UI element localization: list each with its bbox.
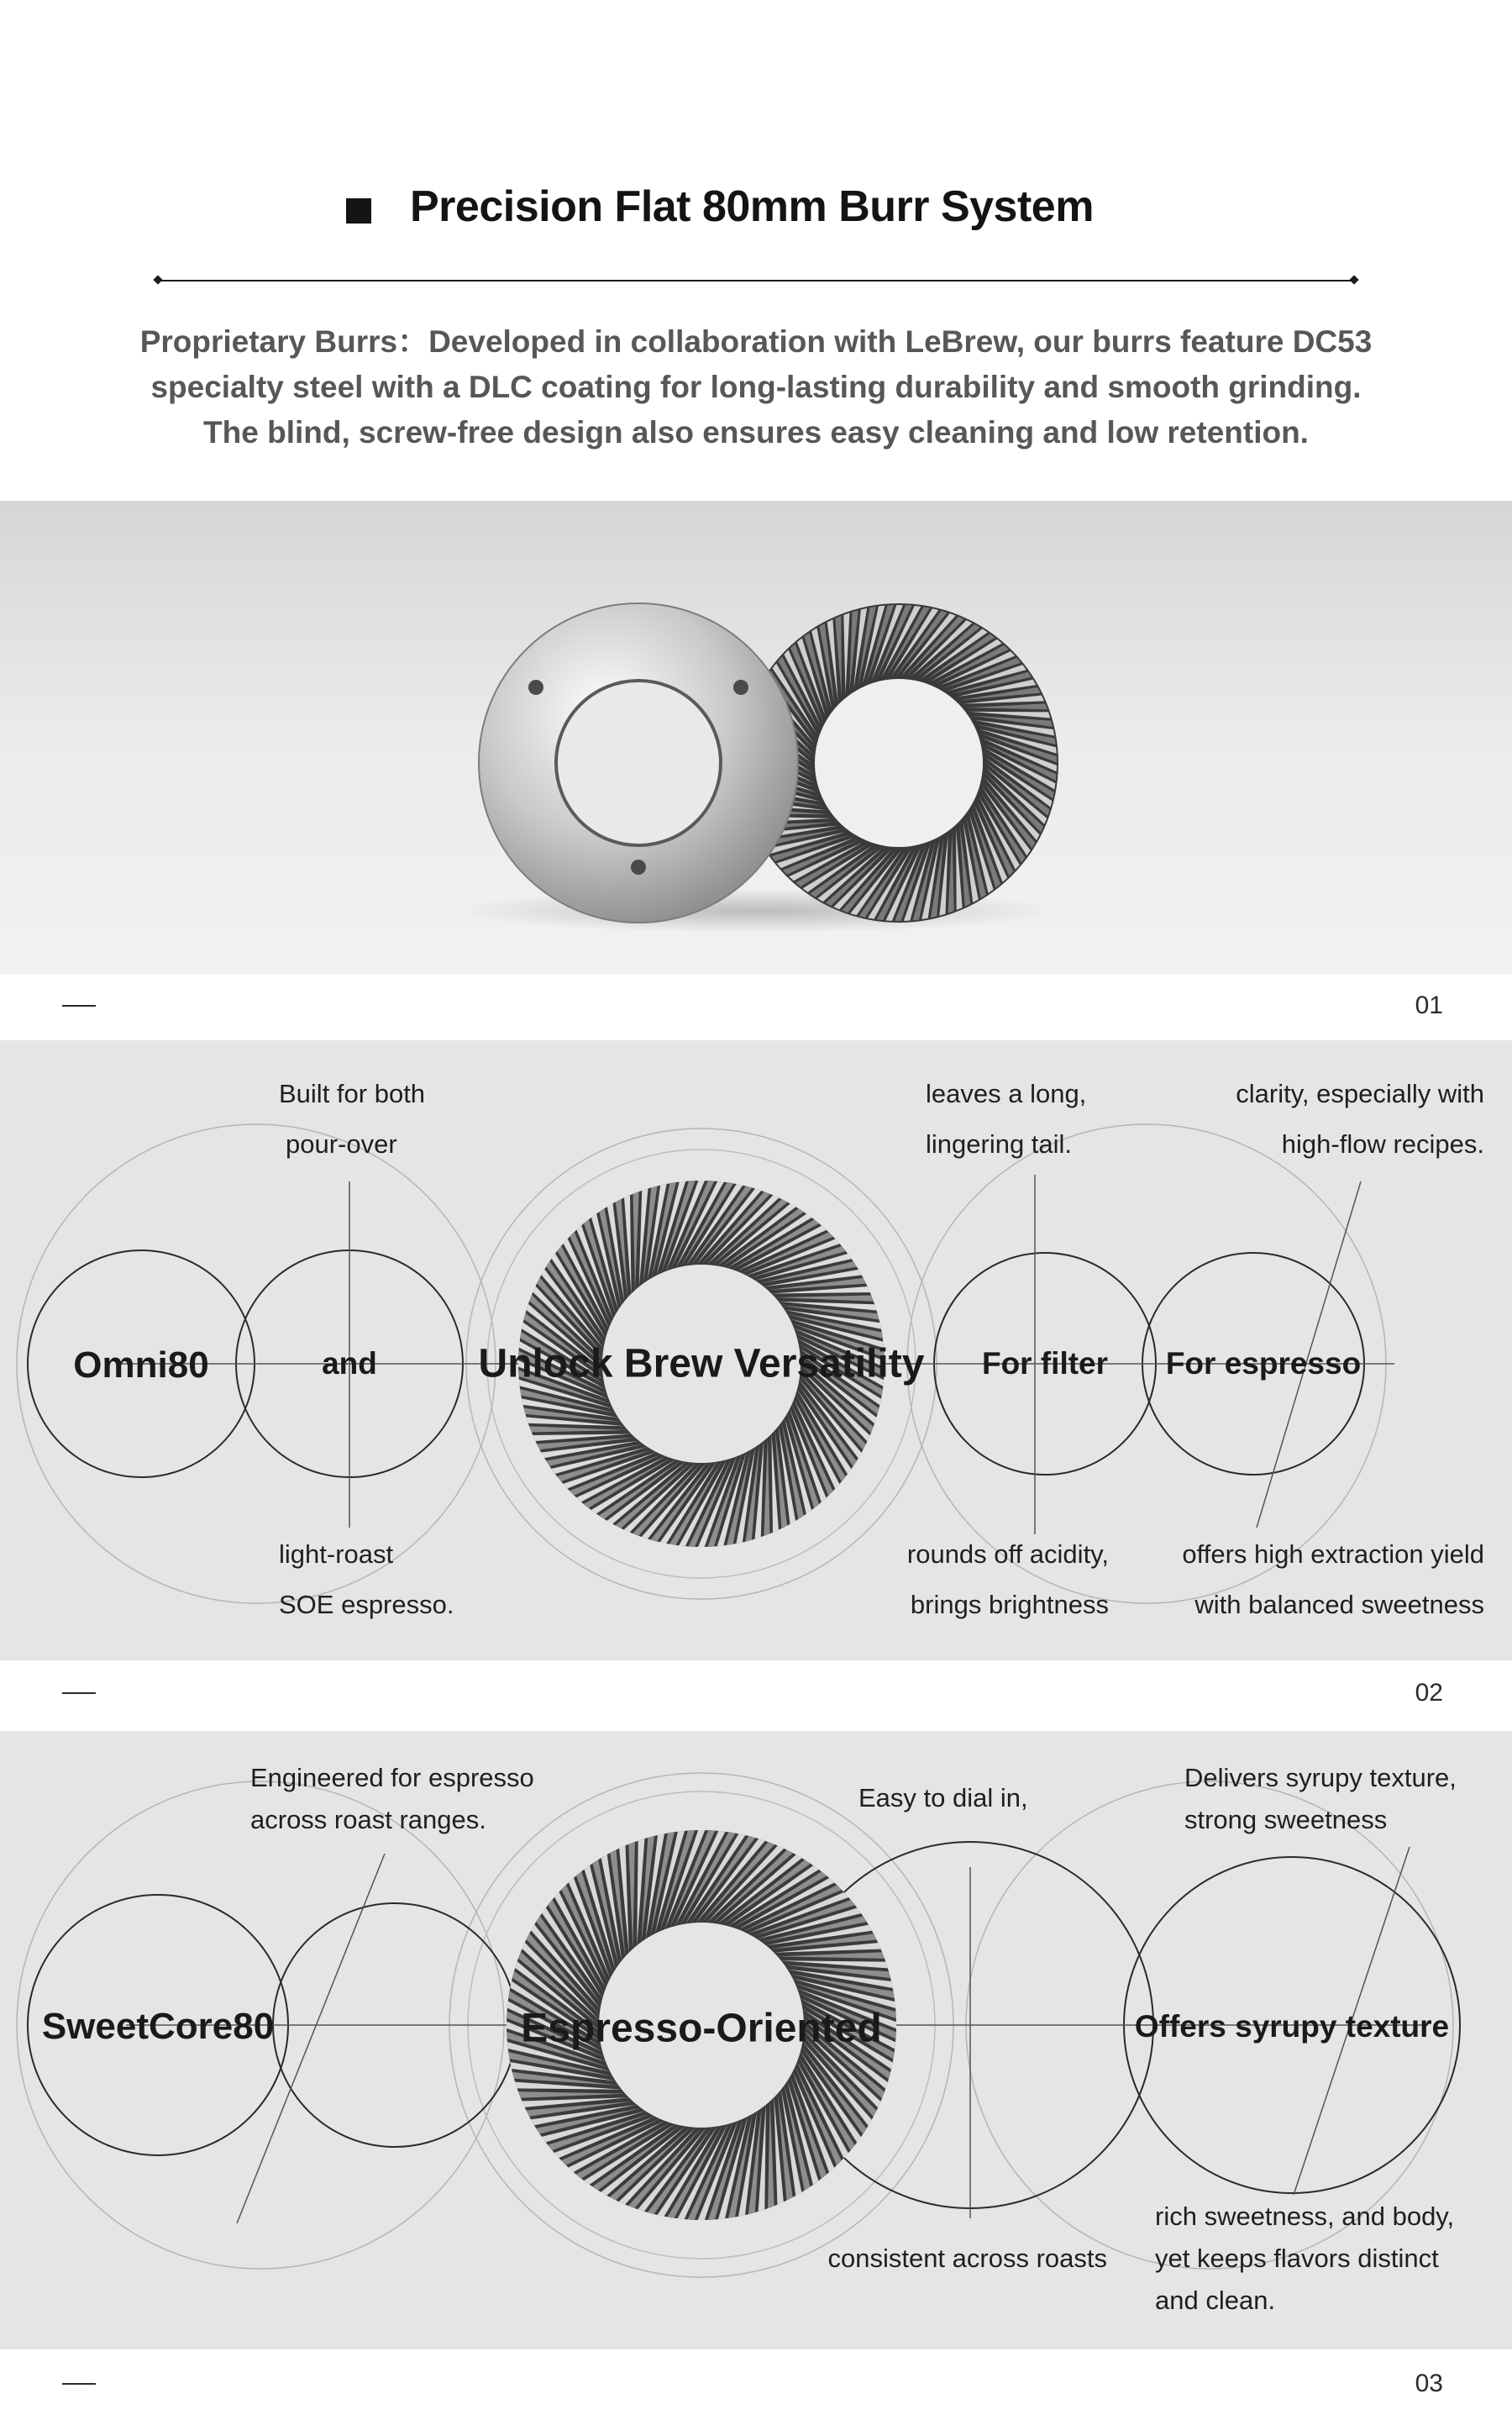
omni80-connector: and (322, 1346, 377, 1381)
syrupy-note: and clean. (1155, 2286, 1276, 2315)
filter-note: brings brightness (910, 1590, 1109, 1619)
divider-dot-left (153, 275, 162, 284)
omni80-headline: Unlock Brew Versatility (478, 1341, 925, 1386)
espresso-note: high-flow recipes. (1281, 1129, 1484, 1159)
dial-in-note: Easy to dial in, (858, 1783, 1028, 1812)
syrupy-note: Delivers syrupy texture, (1184, 1763, 1457, 1792)
omni80-note: pour-over (286, 1129, 397, 1159)
strip-dash (62, 1005, 96, 1007)
espresso-note: clarity, especially with (1236, 1079, 1484, 1108)
hero-burr-image (0, 501, 1512, 975)
section-number: 01 (1415, 992, 1443, 1019)
filter-note: lingering tail. (926, 1129, 1073, 1159)
intro-paragraph (92, 319, 1420, 455)
syrupy-texture-label: Offers syrupy texture (1134, 2009, 1450, 2044)
filter-note: rounds off acidity, (906, 1539, 1109, 1569)
section-strip-01 (0, 975, 1512, 1040)
filter-note: leaves a long, (926, 1079, 1087, 1108)
strip-dash (62, 2383, 96, 2385)
dial-in-note: consistent across roasts (827, 2244, 1107, 2273)
burr-pair-illustration (0, 501, 1512, 975)
syrupy-note: strong sweetness (1184, 1805, 1388, 1834)
flat-burr-disc (479, 603, 798, 923)
espresso-label: For espresso (1165, 1346, 1362, 1381)
title-divider (158, 280, 1354, 281)
syrupy-note: yet keeps flavors distinct (1155, 2244, 1439, 2273)
omni80-note: Built for both (279, 1079, 426, 1108)
page-title: Precision Flat 80mm Burr System (410, 182, 1094, 231)
section-strip-03 (0, 2349, 1512, 2420)
omni80-panel (0, 1040, 1512, 1660)
espresso-note: offers high extraction yield (1182, 1539, 1484, 1569)
title-square-icon (346, 198, 371, 224)
filter-label: For filter (981, 1346, 1109, 1381)
intro-line: The blind, screw-free design also ensures easy cleaning and low retention. (203, 415, 1309, 450)
espresso-note: with balanced sweetness (1194, 1590, 1484, 1619)
section-strip-02 (0, 1660, 1512, 1731)
section-number: 02 (1415, 1679, 1443, 1707)
sweetcore80-note: Engineered for espresso (250, 1763, 534, 1792)
section-number: 03 (1415, 2370, 1443, 2397)
sweetcore80-headline: Espresso-Oriented (521, 2006, 882, 2051)
sweetcore80-name: SweetCore80 (41, 2006, 275, 2047)
sweetcore80-panel (0, 1731, 1512, 2349)
intro-line: specialty steel with a DLC coating for long-lasting durability and smooth grinding. (150, 370, 1362, 404)
omni80-name: Omni80 (73, 1344, 209, 1386)
omni80-note: SOE espresso. (279, 1590, 454, 1619)
sweetcore80-note: across roast ranges. (250, 1805, 486, 1834)
syrupy-note: rich sweetness, and body, (1155, 2202, 1455, 2231)
omni80-note: light-roast (279, 1539, 394, 1569)
intro-line: Proprietary Burrs：Developed in collaboration with LeBrew, our burrs feature DC53 (139, 324, 1373, 359)
strip-dash (62, 1692, 96, 1694)
divider-dot-right (1349, 275, 1358, 284)
